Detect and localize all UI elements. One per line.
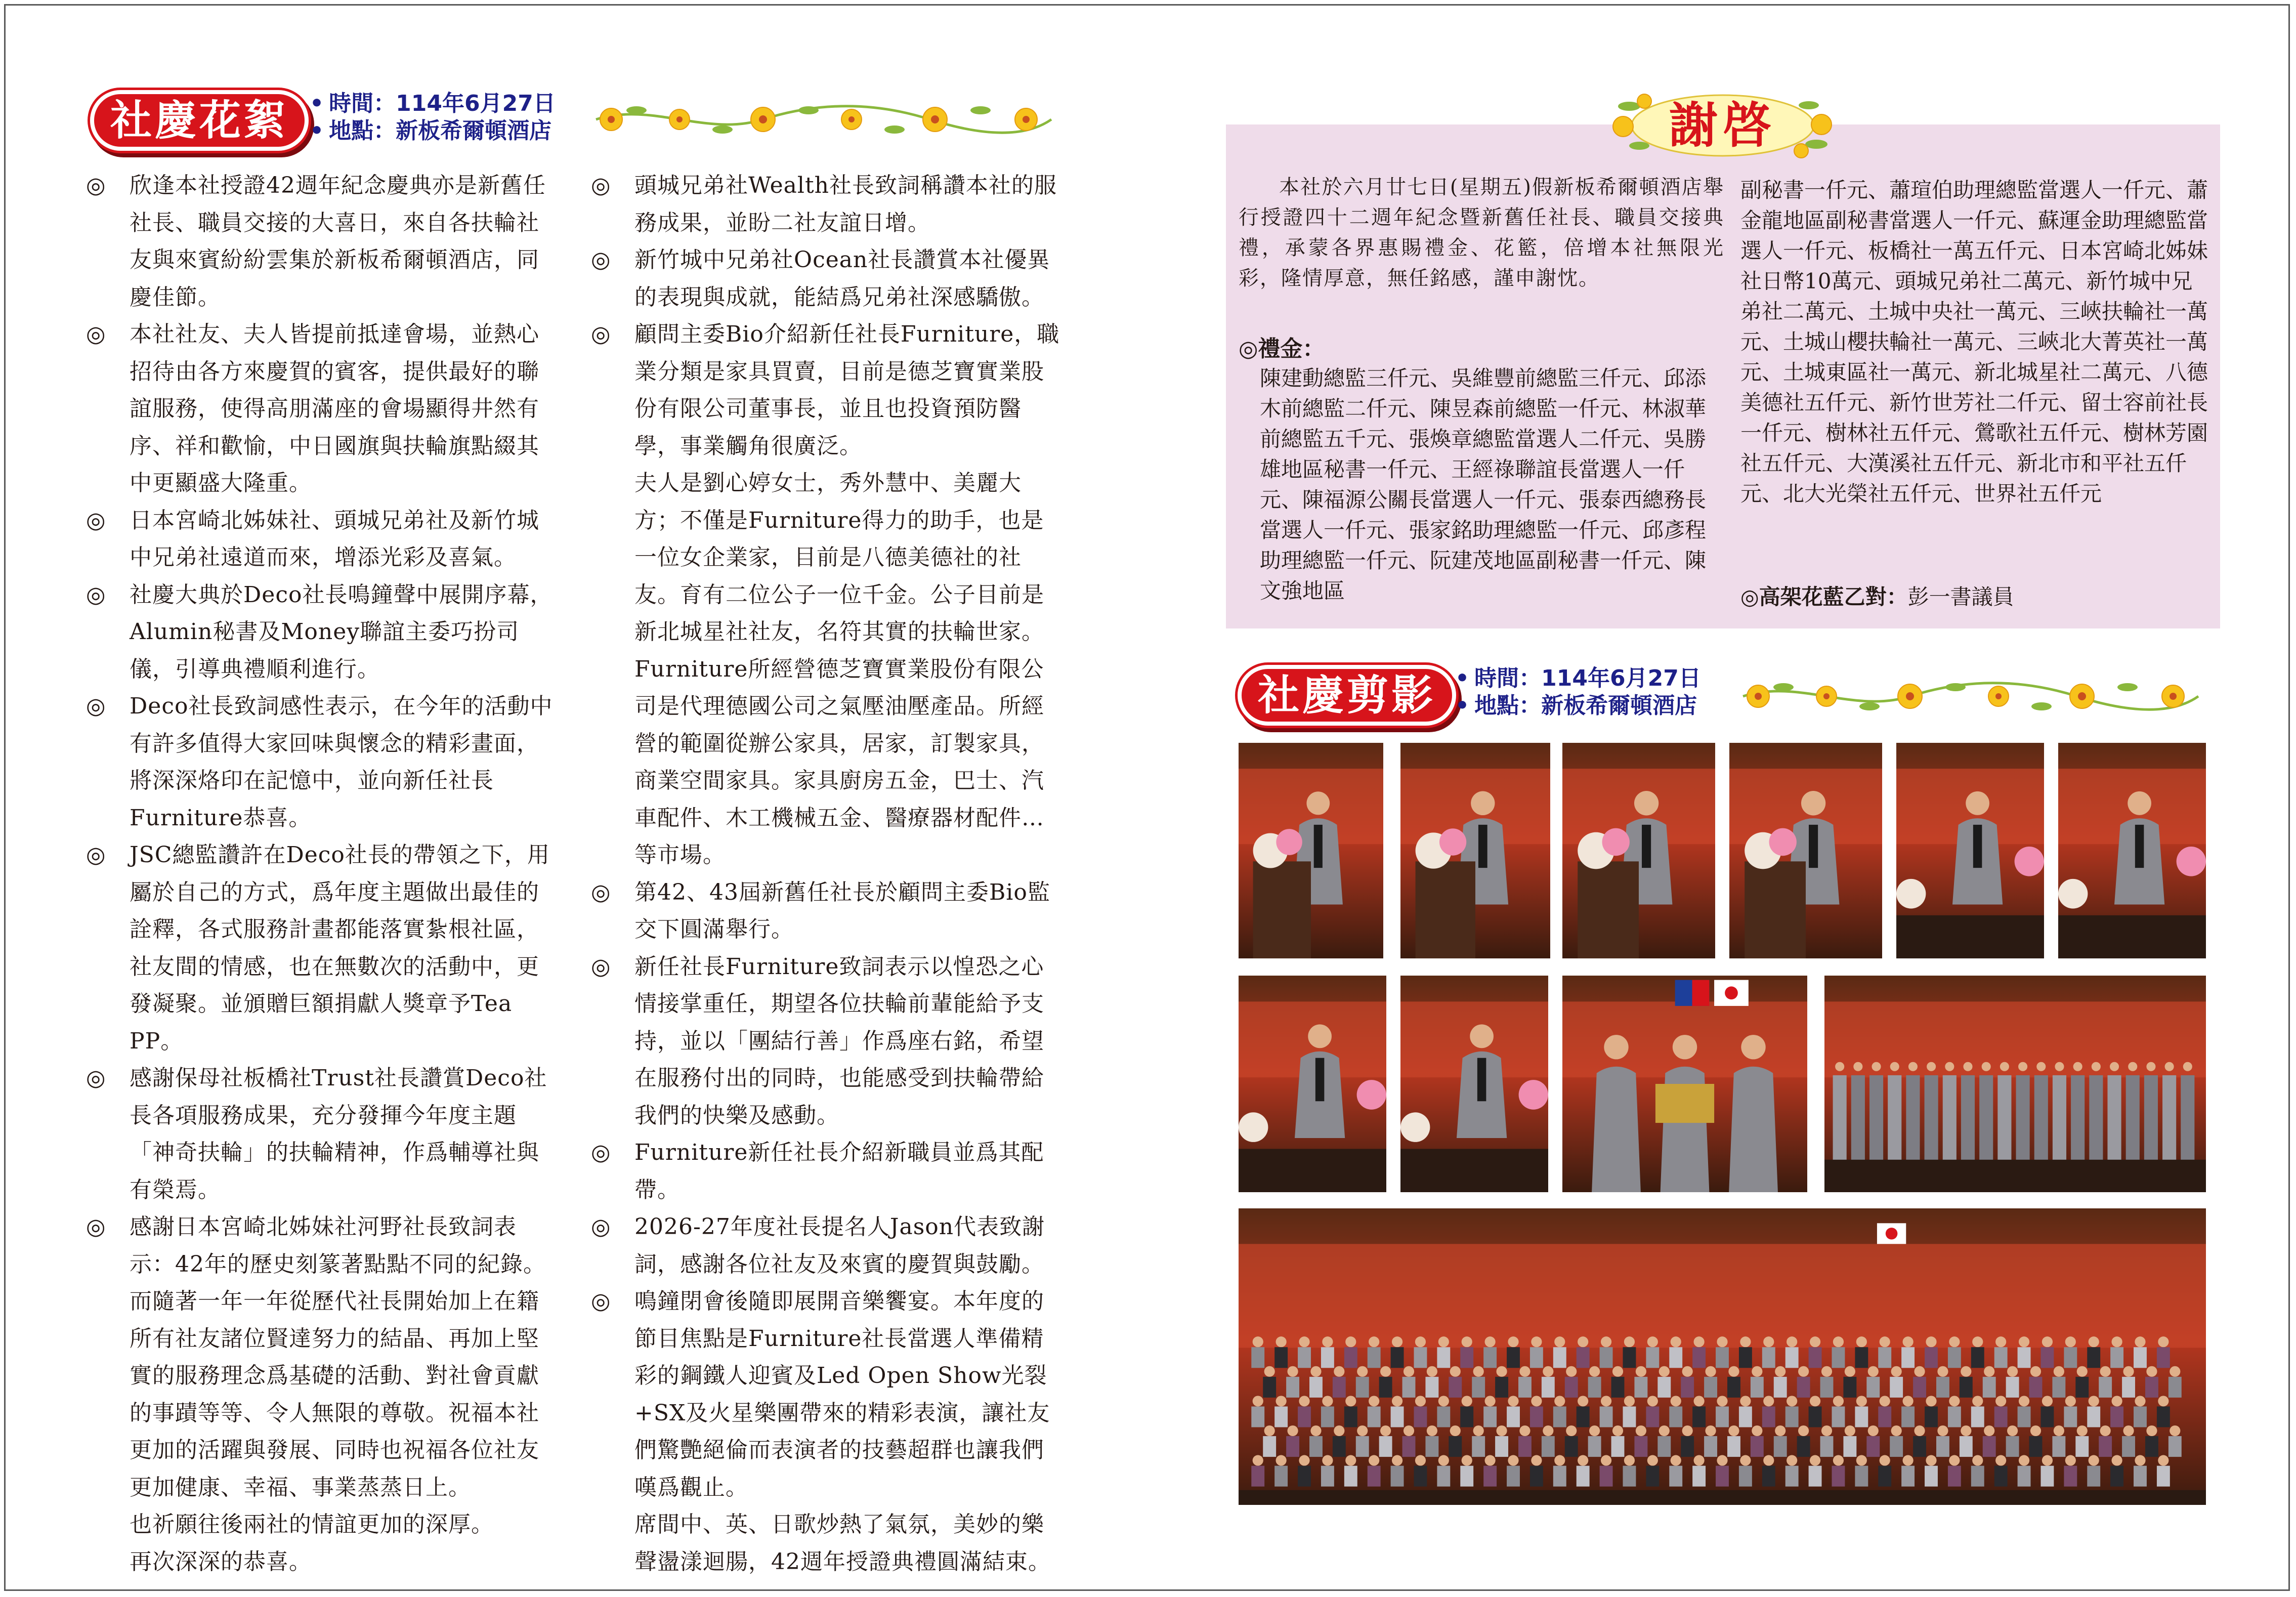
flower-gift-label: ◎高架花藍乙對： <box>1740 584 1908 609</box>
paragraph-text: 感謝日本宮崎北姊妹社河野社長致詞表示：42年的歷史刻篆著點點不同的紀錄。而隨著一年一年從歷代社長開始加上在籍所有社友諸位賢達努力的結晶、再加上堅實的服務理念爲基礎的活動、對社會貢獻的事蹟等等、令人無限的尊敬。祝福本社更加的活躍與發展、同時也祝福各位社友更加健康、幸福、事業蒸蒸日上。 <box>130 1214 546 1500</box>
photo-officers <box>1823 975 2207 1193</box>
paragraph-bullet: ◎ <box>86 693 106 719</box>
paragraph-text: 感謝保母社板橋社Trust社長讚賞Deco社長各項服務成果，充分發揮今年度主題「神奇扶輪」的扶輪精神，作爲輔導社與有榮焉。 <box>130 1065 547 1203</box>
paragraph-bullet: ◎ <box>86 581 106 608</box>
paragraph-bullet: ◎ <box>591 953 611 980</box>
article-column-2 <box>591 167 1061 1580</box>
paragraph-bullet: ◎ <box>86 1214 106 1240</box>
thanks-title-badge <box>1609 86 1837 162</box>
paragraph-bullet: ◎ <box>86 1065 106 1091</box>
article-paragraph <box>591 1134 1061 1208</box>
article-paragraph <box>591 316 1061 465</box>
paragraph-text: 欣逢本社授證42週年紀念慶典亦是新舊任社長、職員交接的大喜日，來自各扶輪社友與來賓紛紛雲集於新板希爾頓酒店，同慶佳節。 <box>130 173 546 310</box>
paragraph-text: 新任社長Furniture致詞表示以惶恐之心情接掌重任，期望各位扶輪前輩能給予支持，並以「團結行善」作爲座右銘，希望在服務付出的同時，也能感受到扶輪帶給我們的快樂及感動。 <box>634 953 1044 1128</box>
paragraph-bullet: ◎ <box>86 173 106 198</box>
article-paragraph <box>86 688 557 836</box>
article-paragraph <box>591 1283 1061 1506</box>
article-paragraph <box>86 167 557 316</box>
paragraph-text: 第42、43屆新舊任社長於顧問主委Bio監交下圓滿舉行。 <box>634 879 1050 942</box>
place-value: 新板希爾頓酒店 <box>396 118 552 144</box>
article-paragraph <box>86 1506 557 1543</box>
article-column-1 <box>86 167 557 1580</box>
article-paragraph <box>591 241 1061 316</box>
article-paragraph <box>86 1208 557 1506</box>
event-meta-right <box>1455 665 1701 720</box>
badge-label: 社慶剪影 <box>1258 671 1436 720</box>
article-paragraph <box>591 948 1061 1134</box>
time-value: 114年6月27日 <box>1541 665 1701 691</box>
paragraph-text: 也祈願往後兩社的情誼更加的深厚。 <box>130 1511 494 1537</box>
article-paragraph <box>86 1060 557 1208</box>
photo-group <box>1238 1207 2207 1506</box>
gift-list-left: 陳建動總監三仟元、吳維豐前總監三仟元、邱添木前總監二仟元、陳昱森前總監一仟元、林淑華前總監五千元、張煥章總監當選人二仟元、吳勝雄地區秘書一仟元、王經祿聯誼長當選人一仟元、陳福源公關長當選人一仟元、張泰西總務長當選人一仟元、張家銘助理總監一仟元、邱彥程助理總監一仟元、阮建茂地區副秘書一仟元、陳文強地區 <box>1260 366 1707 603</box>
paragraph-text: 夫人是劉心婷女士，秀外慧中、美麗大方；不僅是Furniture得力的助手，也是一位女企業家，目前是八德美德社的社友。育有二位公子一位千金。公子目前是新北城星社社友，名符其實的扶輪世家。 <box>634 470 1044 645</box>
paragraph-text: 席間中、英、日歌炒熱了氣氛，美妙的樂聲盪漾迴腸，42週年授證典禮圓滿結束。 <box>634 1511 1051 1575</box>
paragraph-bullet: ◎ <box>86 507 106 533</box>
article-paragraph <box>86 836 557 1060</box>
paragraph-bullet: ◎ <box>591 1288 611 1314</box>
photo-speaker-2 <box>1399 742 1551 959</box>
thanks-intro-text: 本社於六月廿七日(星期五)假新板希爾頓酒店舉行授證四十二週年紀念暨新舊任社長、職員交接典禮，承蒙各界惠賜禮金、花籃，倍增本社無限光彩，隆情厚意，無任銘感，謹申謝忱。 <box>1239 176 1724 290</box>
photo-speaker-4 <box>1728 742 1883 959</box>
paragraph-text: 本社社友、夫人皆提前抵達會場，並熱心招待由各方來慶賀的賓客，提供最好的聯誼服務，使得高朋滿座的會場顯得井然有序、祥和歡愉，中日國旗與扶輪旗點綴其中更顯盛大隆重。 <box>130 321 539 496</box>
article-paragraph <box>591 1208 1061 1283</box>
article-paragraph <box>86 576 557 688</box>
gift-list-right: 副秘書一仟元、蕭瑄伯助理總監當選人一仟元、蕭金龍地區副秘書當選人一仟元、蘇運金助理總監當選人一仟元、板橋社一萬五仟元、日本宮崎北姊妹社日幣10萬元、頭城兄弟社二萬元、新竹城中兄弟社二萬元、土城中央社一萬元、三峽扶輪社一萬元、土城山櫻扶輪社一萬元、三峽北大菁英社一萬元、土城東區社一萬元、新北城星社二萬元、八德美德社五仟元、新竹世芳社二仟元、留士容前社長一仟元、樹林社五仟元、鶯歌社五仟元、樹林芳園社五仟元、大漢溪社五仟元、新北市和平社五仟元、北大光榮社五仟元、世界社五仟元 <box>1740 178 2208 506</box>
photo-plaque <box>1561 975 1808 1193</box>
paragraph-text: 鳴鐘閉會後隨即展開音樂饗宴。本年度的節目焦點是Furniture社長當選人準備精彩的鋼鐵人迎賓及Led Open Show光裂+SX及火星樂團帶來的精彩表演，讓社友們驚艷絕倫而表演者的技藝超群也讓我們嘆爲觀止。 <box>634 1288 1050 1500</box>
paragraph-text: Furniture新任社長介紹新職員並爲其配帶。 <box>634 1140 1044 1203</box>
bullet-dot: • <box>310 118 324 144</box>
paragraph-text: JSC總監讚許在Deco社長的帶領之下，用屬於自己的方式，爲年度主題做出最佳的詮釋，各式服務計畫都能落實紮根社區，社友間的情感，也在無數次的活動中，更發凝聚。並頒贈巨額捐獻人獎章予Tea PP。 <box>130 842 550 1054</box>
bullet-dot: • <box>310 91 324 116</box>
photo-speech-1 <box>1238 975 1387 1193</box>
paragraph-text: 社慶大典於Deco社長鳴鐘聲中展開序幕，Alumin秘書及Money聯誼主委巧扮司儀，引導典禮順利進行。 <box>130 581 553 682</box>
place-value: 新板希爾頓酒店 <box>1541 693 1697 719</box>
time-label: 時間： <box>1474 665 1542 691</box>
paragraph-text: 顧問主委Bio介紹新任社長Furniture，職業分類是家具買賣，目前是德芝寶實業股份有限公司董事長，並且也投資預防醫學，事業觸角很廣泛。 <box>634 321 1060 459</box>
bullet-dot: • <box>1455 693 1470 719</box>
badge-label: 社慶花絮 <box>110 96 289 145</box>
thanks-intro <box>1239 172 1724 293</box>
place-label: 地點： <box>1474 693 1542 719</box>
paragraph-bullet: ◎ <box>591 173 611 198</box>
article-paragraph <box>86 502 557 576</box>
paragraph-bullet: ◎ <box>591 247 611 273</box>
paragraph-text: 再次深深的恭喜。 <box>130 1548 312 1575</box>
photo-speaker-5 <box>1895 742 2045 959</box>
article-paragraph <box>591 651 1061 874</box>
photo-speaker-6 <box>2057 742 2207 959</box>
photo-speaker-3 <box>1561 742 1716 959</box>
event-meta-left <box>310 90 556 145</box>
article-paragraph <box>86 316 557 502</box>
bullet-dot: • <box>1455 665 1470 691</box>
article-paragraph <box>591 874 1061 948</box>
thanks-title-text: 謝啓 <box>1669 97 1776 154</box>
gift-heading: ◎禮金： <box>1239 336 1325 362</box>
paragraph-bullet: ◎ <box>591 879 611 905</box>
paragraph-text: 新竹城中兄弟社Ocean社長讚賞本社優異的表現與成就，能結爲兄弟社深感驕傲。 <box>634 247 1050 310</box>
article-paragraph <box>86 1543 557 1581</box>
paragraph-text: Furniture所經營德芝寶實業股份有限公司是代理德國公司之氣壓油壓產品。所經營的範圍從辦公家具，居家，訂製家具，商業空間家具。家具廚房五金，巴士、汽車配件、木工機械五金、醫療器材配件…等市場。 <box>634 656 1044 868</box>
time-label: 時間： <box>329 91 396 116</box>
photo-speech-2 <box>1399 975 1549 1193</box>
paragraph-bullet: ◎ <box>86 321 106 347</box>
section-badge-photos <box>1238 665 1456 726</box>
flower-ornament-left <box>591 99 1056 140</box>
flower-ornament-right <box>1735 676 2206 717</box>
flower-gift-line <box>1740 582 2014 612</box>
paragraph-text: 2026-27年度社長提名人Jason代表致謝詞，感謝各位社友及來賓的慶賀與鼓勵。 <box>634 1214 1045 1277</box>
place-label: 地點： <box>329 118 396 144</box>
section-badge-flowers <box>90 90 309 151</box>
paragraph-bullet: ◎ <box>591 1140 611 1165</box>
flower-gift-value: 彭一書議員 <box>1907 584 2014 609</box>
article-paragraph <box>591 167 1061 241</box>
paragraph-text: 日本宮崎北姊妹社、頭城兄弟社及新竹城中兄弟社遠道而來，增添光彩及喜氣。 <box>130 507 539 570</box>
paragraph-text: Deco社長致詞感性表示，在今年的活動中有許多值得大家回味與懷念的精彩畫面，將深深烙印在記憶中，並向新任社長Furniture恭喜。 <box>130 693 553 831</box>
paragraph-text: 頭城兄弟社Wealth社長致詞稱讚本社的服務成果，並盼二社友誼日增。 <box>634 173 1057 236</box>
time-value: 114年6月27日 <box>396 91 556 116</box>
paragraph-bullet: ◎ <box>86 842 106 868</box>
photo-speaker-1 <box>1238 742 1384 959</box>
article-paragraph <box>591 465 1061 651</box>
article-paragraph <box>591 1506 1061 1580</box>
paragraph-bullet: ◎ <box>591 321 611 347</box>
paragraph-bullet: ◎ <box>591 1214 611 1240</box>
